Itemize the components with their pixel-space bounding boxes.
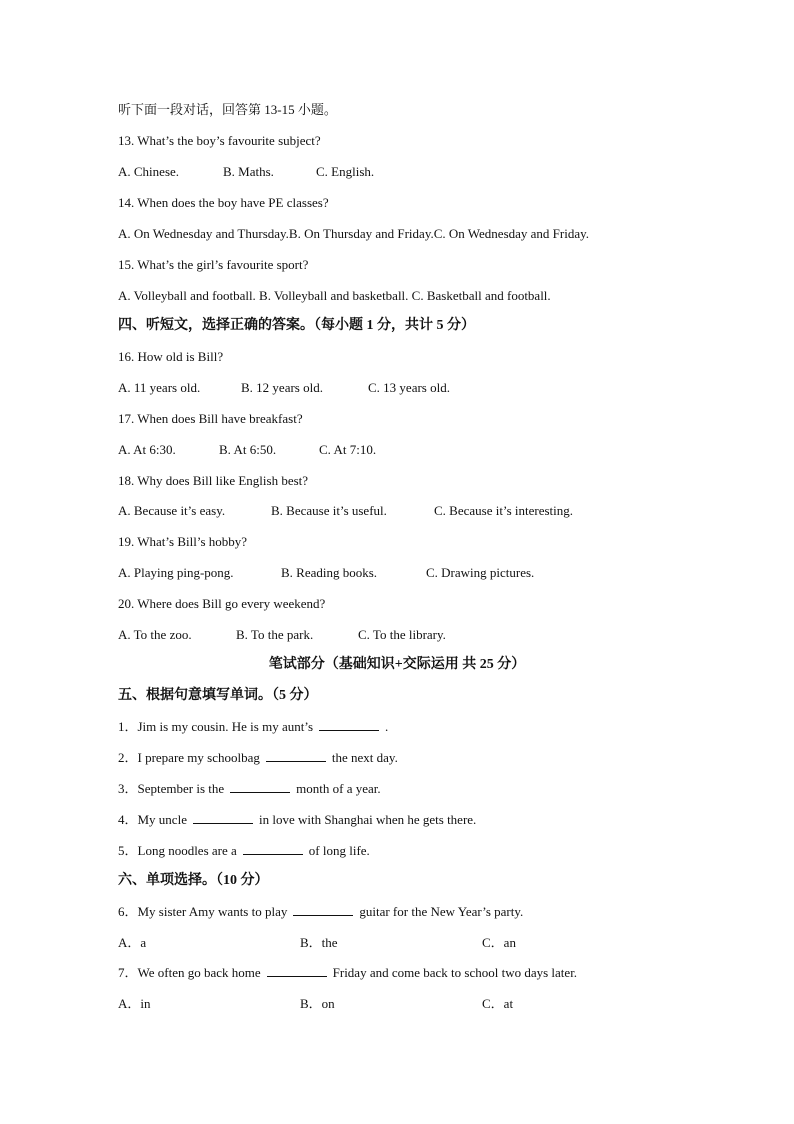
- option-a[interactable]: A. Playing ping-pong.: [118, 565, 234, 580]
- option-c[interactable]: C．an: [482, 935, 516, 950]
- option-a[interactable]: A. Because it’s easy.: [118, 503, 226, 518]
- option-a[interactable]: A. To the zoo.: [118, 627, 192, 642]
- written-part-title: 笔试部分（基础知识+交际运用 共 25 分）: [268, 657, 526, 672]
- question-13: 13. What’s the boy’s favourite subject?: [118, 133, 321, 148]
- fill-item-2: 2．I prepare my schoolbag the next day.: [118, 750, 398, 765]
- choice-question-6-options: [118, 933, 516, 953]
- answer-blank[interactable]: [243, 841, 303, 855]
- fill-item-1: 1．Jim is my cousin. He is my aunt’s .: [118, 719, 389, 734]
- choice-question-7: 7．We often go back home Friday and come back to school two days later.: [118, 965, 578, 980]
- question-14-options[interactable]: A. On Wednesday and Thursday.B. On Thursday and Friday.C. On Wednesday and Friday.: [118, 226, 590, 241]
- fill-item-4: 4．My uncle in love with Shanghai when he gets there.: [118, 812, 477, 827]
- option-b[interactable]: B. To the park.: [236, 627, 314, 642]
- fill-item-3: 3．September is the month of a year.: [118, 781, 381, 796]
- section-4-heading: 四、听短文，选择正确的答案。（每小题 1 分，共计 5 分）: [118, 318, 475, 333]
- option-c[interactable]: C. Drawing pictures.: [426, 565, 535, 580]
- option-b[interactable]: B. Reading books.: [281, 565, 378, 580]
- choice-question-6: 6．My sister Amy wants to play guitar for the New Year’s party.: [118, 904, 524, 919]
- option-b[interactable]: B. At 6:50.: [219, 442, 277, 457]
- option-c[interactable]: C. Because it’s interesting.: [434, 503, 574, 518]
- option-b[interactable]: B．on: [300, 996, 335, 1011]
- option-c[interactable]: C. To the library.: [358, 627, 446, 642]
- option-c[interactable]: C. English.: [316, 164, 375, 179]
- question-15: 15. What’s the girl’s favourite sport?: [118, 257, 309, 272]
- section-5-heading: 五、根据句意填写单词。（5 分）: [118, 688, 318, 703]
- question-13-options: [118, 162, 374, 182]
- question-18: 18. Why does Bill like English best?: [118, 473, 309, 488]
- answer-blank[interactable]: [267, 963, 327, 977]
- question-15-options[interactable]: A. Volleyball and football. B. Volleyball and basketball. C. Basketball and football.: [118, 288, 551, 303]
- option-a[interactable]: A. At 6:30.: [118, 442, 176, 457]
- listening-intro: 听下面一段对话，回答第 13-15 小题。: [118, 102, 337, 117]
- answer-blank[interactable]: [293, 902, 353, 916]
- option-a[interactable]: A. 11 years old.: [118, 380, 201, 395]
- option-c[interactable]: C．at: [482, 996, 514, 1011]
- question-20-options: [118, 625, 446, 645]
- question-17: 17. When does Bill have breakfast?: [118, 411, 303, 426]
- question-14: 14. When does the boy have PE classes?: [118, 195, 329, 210]
- question-18-options: [118, 501, 573, 521]
- question-17-options: [118, 440, 376, 460]
- question-16-options: [118, 378, 450, 398]
- option-c[interactable]: C. 13 years old.: [368, 380, 450, 395]
- answer-blank[interactable]: [319, 717, 379, 731]
- answer-blank[interactable]: [193, 810, 253, 824]
- section-6-heading: 六、单项选择。（10 分）: [118, 873, 269, 888]
- answer-blank[interactable]: [266, 748, 326, 762]
- question-19: 19. What’s Bill’s hobby?: [118, 534, 248, 549]
- option-b[interactable]: B. Maths.: [223, 164, 274, 179]
- option-a[interactable]: A．a: [118, 935, 147, 950]
- option-b[interactable]: B. 12 years old.: [241, 380, 323, 395]
- answer-blank[interactable]: [230, 779, 290, 793]
- question-19-options: [118, 563, 534, 583]
- option-a[interactable]: A. Chinese.: [118, 164, 180, 179]
- option-b[interactable]: B. Because it’s useful.: [271, 503, 387, 518]
- fill-item-5: 5．Long noodles are a of long life.: [118, 843, 370, 858]
- question-20: 20. Where does Bill go every weekend?: [118, 596, 326, 611]
- option-a[interactable]: A．in: [118, 996, 151, 1011]
- choice-question-7-options: [118, 994, 513, 1014]
- question-16: 16. How old is Bill?: [118, 349, 224, 364]
- option-b[interactable]: B．the: [300, 935, 338, 950]
- option-c[interactable]: C. At 7:10.: [319, 442, 377, 457]
